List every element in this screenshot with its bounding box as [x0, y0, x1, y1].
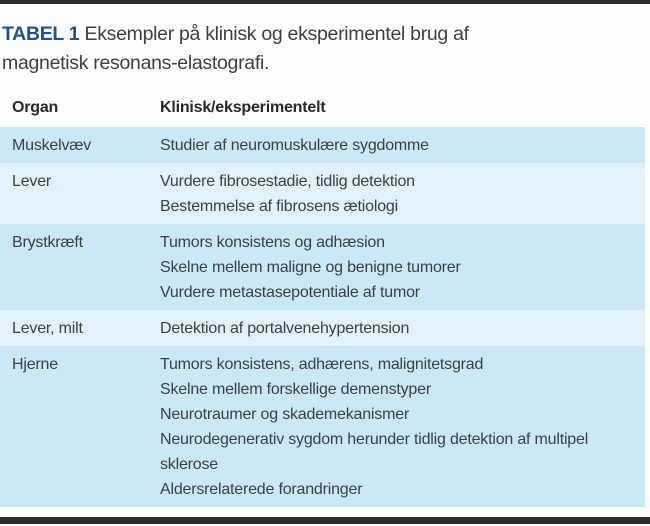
item-line: Tumors konsistens og adhæsion	[160, 234, 385, 251]
table-row	[0, 224, 645, 310]
item-line: Aldersrelaterede forandringer	[160, 481, 363, 498]
organ-cell: Hjerne	[12, 356, 58, 373]
table-number-label: TABEL 1	[2, 23, 80, 45]
table-row	[0, 163, 645, 224]
organ-cell: Lever	[12, 173, 52, 190]
item-line: Detektion af portalvenehypertension	[160, 320, 410, 337]
items-cell	[160, 352, 645, 502]
title-line-2: magnetisk resonans-elastografi.	[2, 52, 270, 74]
item-line: Vurdere fibrosestadie, tidlig detektion	[160, 173, 415, 190]
item-line: Neurodegenerativ sygdom herunder tidlig detektion af multipel sklerose	[160, 431, 589, 473]
bottom-rule	[0, 517, 650, 524]
item-line: Skelne mellem maligne og benigne tumorer	[160, 259, 461, 276]
items-cell	[160, 230, 645, 305]
item-line: Skelne mellem forskellige demenstyper	[160, 381, 431, 398]
table-row	[0, 346, 645, 507]
item-line: Bestemmelse af fibrosens ætiologi	[160, 198, 398, 215]
item-line: Vurdere metastasepotentiale af tumor	[160, 284, 420, 301]
item-line: Tumors konsistens, adhærens, malignitetsgrad	[160, 356, 484, 373]
organ-cell: Lever, milt	[12, 320, 83, 337]
table-row	[0, 127, 645, 163]
table-header-row	[0, 97, 645, 119]
organ-cell: Brystkræft	[12, 234, 83, 251]
items-cell	[160, 169, 645, 219]
table-row	[0, 310, 645, 346]
items-cell	[160, 316, 645, 341]
item-line: Studier af neuromuskulære sygdomme	[160, 137, 429, 154]
top-rule	[0, 0, 650, 4]
column-header-organ: Organ	[12, 99, 59, 116]
items-cell	[160, 133, 645, 158]
item-line: Neurotraumer og skademekanismer	[160, 406, 410, 423]
organ-cell: Muskelvæv	[12, 137, 92, 154]
title-line-1	[2, 20, 644, 49]
figure-title	[2, 20, 644, 78]
title-text-1: Eksempler på klinisk og eksperimentel brug af	[84, 23, 469, 45]
column-header-klinisk-eksperimentelt: Klinisk/eksperimentelt	[160, 99, 326, 116]
table-body	[0, 127, 645, 507]
